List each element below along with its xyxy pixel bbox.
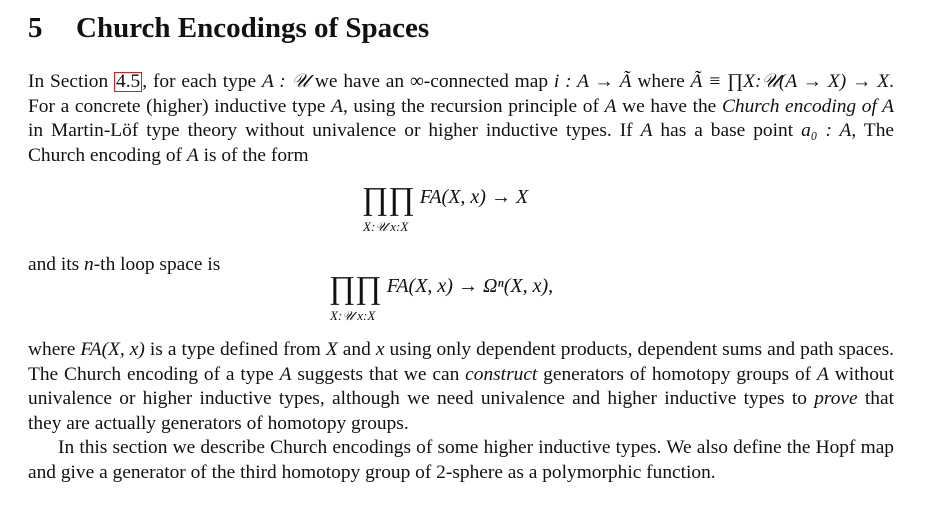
math-inline: A: [279, 363, 292, 385]
math-inline: A: [817, 363, 829, 385]
closing-paragraph: In this section we describe Church encodings of some higher inductive types. We also define the Hopf map and give a generator of the third homotopy group of 2-sphere as a polymorphic function.: [28, 437, 894, 483]
text: generators of homotopy groups of: [537, 363, 817, 385]
math-inline: A: [604, 95, 617, 117]
text: is of the form: [198, 144, 309, 166]
text: , for each type: [142, 71, 262, 92]
text: . For a concrete (higher) inductive type: [28, 71, 894, 117]
emphasis: prove: [814, 388, 858, 409]
equation-2-subscripts: X:𝒰 x:X: [330, 308, 376, 323]
text: and its: [28, 254, 85, 275]
math-inline: A : 𝒰: [261, 71, 310, 92]
equation-body: FA(X, x) → X: [419, 186, 529, 208]
loop-space-sentence: [28, 254, 220, 276]
section-number: 5: [28, 12, 43, 44]
display-equation-1: [362, 182, 528, 214]
body-paragraphs: [28, 338, 894, 485]
math-inline: n: [84, 254, 94, 275]
text: that they are actually generators of homotopy groups.: [28, 388, 894, 434]
math-inline: a₀ : A: [801, 120, 852, 141]
emphasis: Church encoding of: [721, 95, 877, 117]
text: we have an ∞-connected map: [309, 71, 554, 92]
math-inline: A: [186, 144, 199, 166]
math-inline: FA(X, x): [80, 339, 145, 360]
equation-1-subscripts: X:𝒰 x:X: [363, 219, 409, 234]
text: and: [337, 339, 376, 360]
text: -th loop space is: [93, 254, 221, 275]
math-inline: A: [876, 95, 894, 117]
text: in Martin-Löf type theory without univalence or higher inductive types. If: [28, 120, 641, 141]
math-inline: x: [375, 339, 385, 360]
section-reference-link[interactable]: 4.5: [116, 71, 141, 92]
text: where: [28, 339, 81, 360]
section-title: Church Encodings of Spaces: [76, 12, 430, 44]
product-symbols: ∏∏: [329, 269, 382, 305]
math-inline: A: [640, 120, 653, 141]
text: using only dependent products, dependent sums and path spaces. The Church encoding of a type: [28, 339, 895, 385]
text: is a type defined from: [144, 339, 326, 360]
text: suggests that we can: [291, 363, 466, 385]
equation-body: FA(X, x) → Ωⁿ(X, x),: [386, 275, 554, 297]
text: , using the recursion principle of: [342, 95, 605, 117]
intro-paragraph: [28, 70, 894, 168]
product-symbols: ∏∏: [362, 180, 415, 216]
text: has a base point: [652, 120, 802, 141]
math-inline: Ã ≡ ∏X:𝒰(A → X) → X: [690, 71, 890, 92]
text: we have the: [616, 95, 722, 117]
section-heading: [28, 12, 429, 45]
math-inline: i : A → Ã: [553, 71, 632, 92]
text: , The Church encoding of: [28, 120, 894, 166]
math-inline: X: [325, 339, 338, 360]
emphasis: construct: [465, 363, 538, 385]
text: In Section: [28, 71, 114, 92]
text: without univalence or higher inductive types, although we need univalence and higher inductive types to: [28, 363, 894, 409]
display-equation-2: [329, 271, 553, 303]
text: where: [631, 71, 691, 92]
math-inline: A: [331, 95, 343, 117]
